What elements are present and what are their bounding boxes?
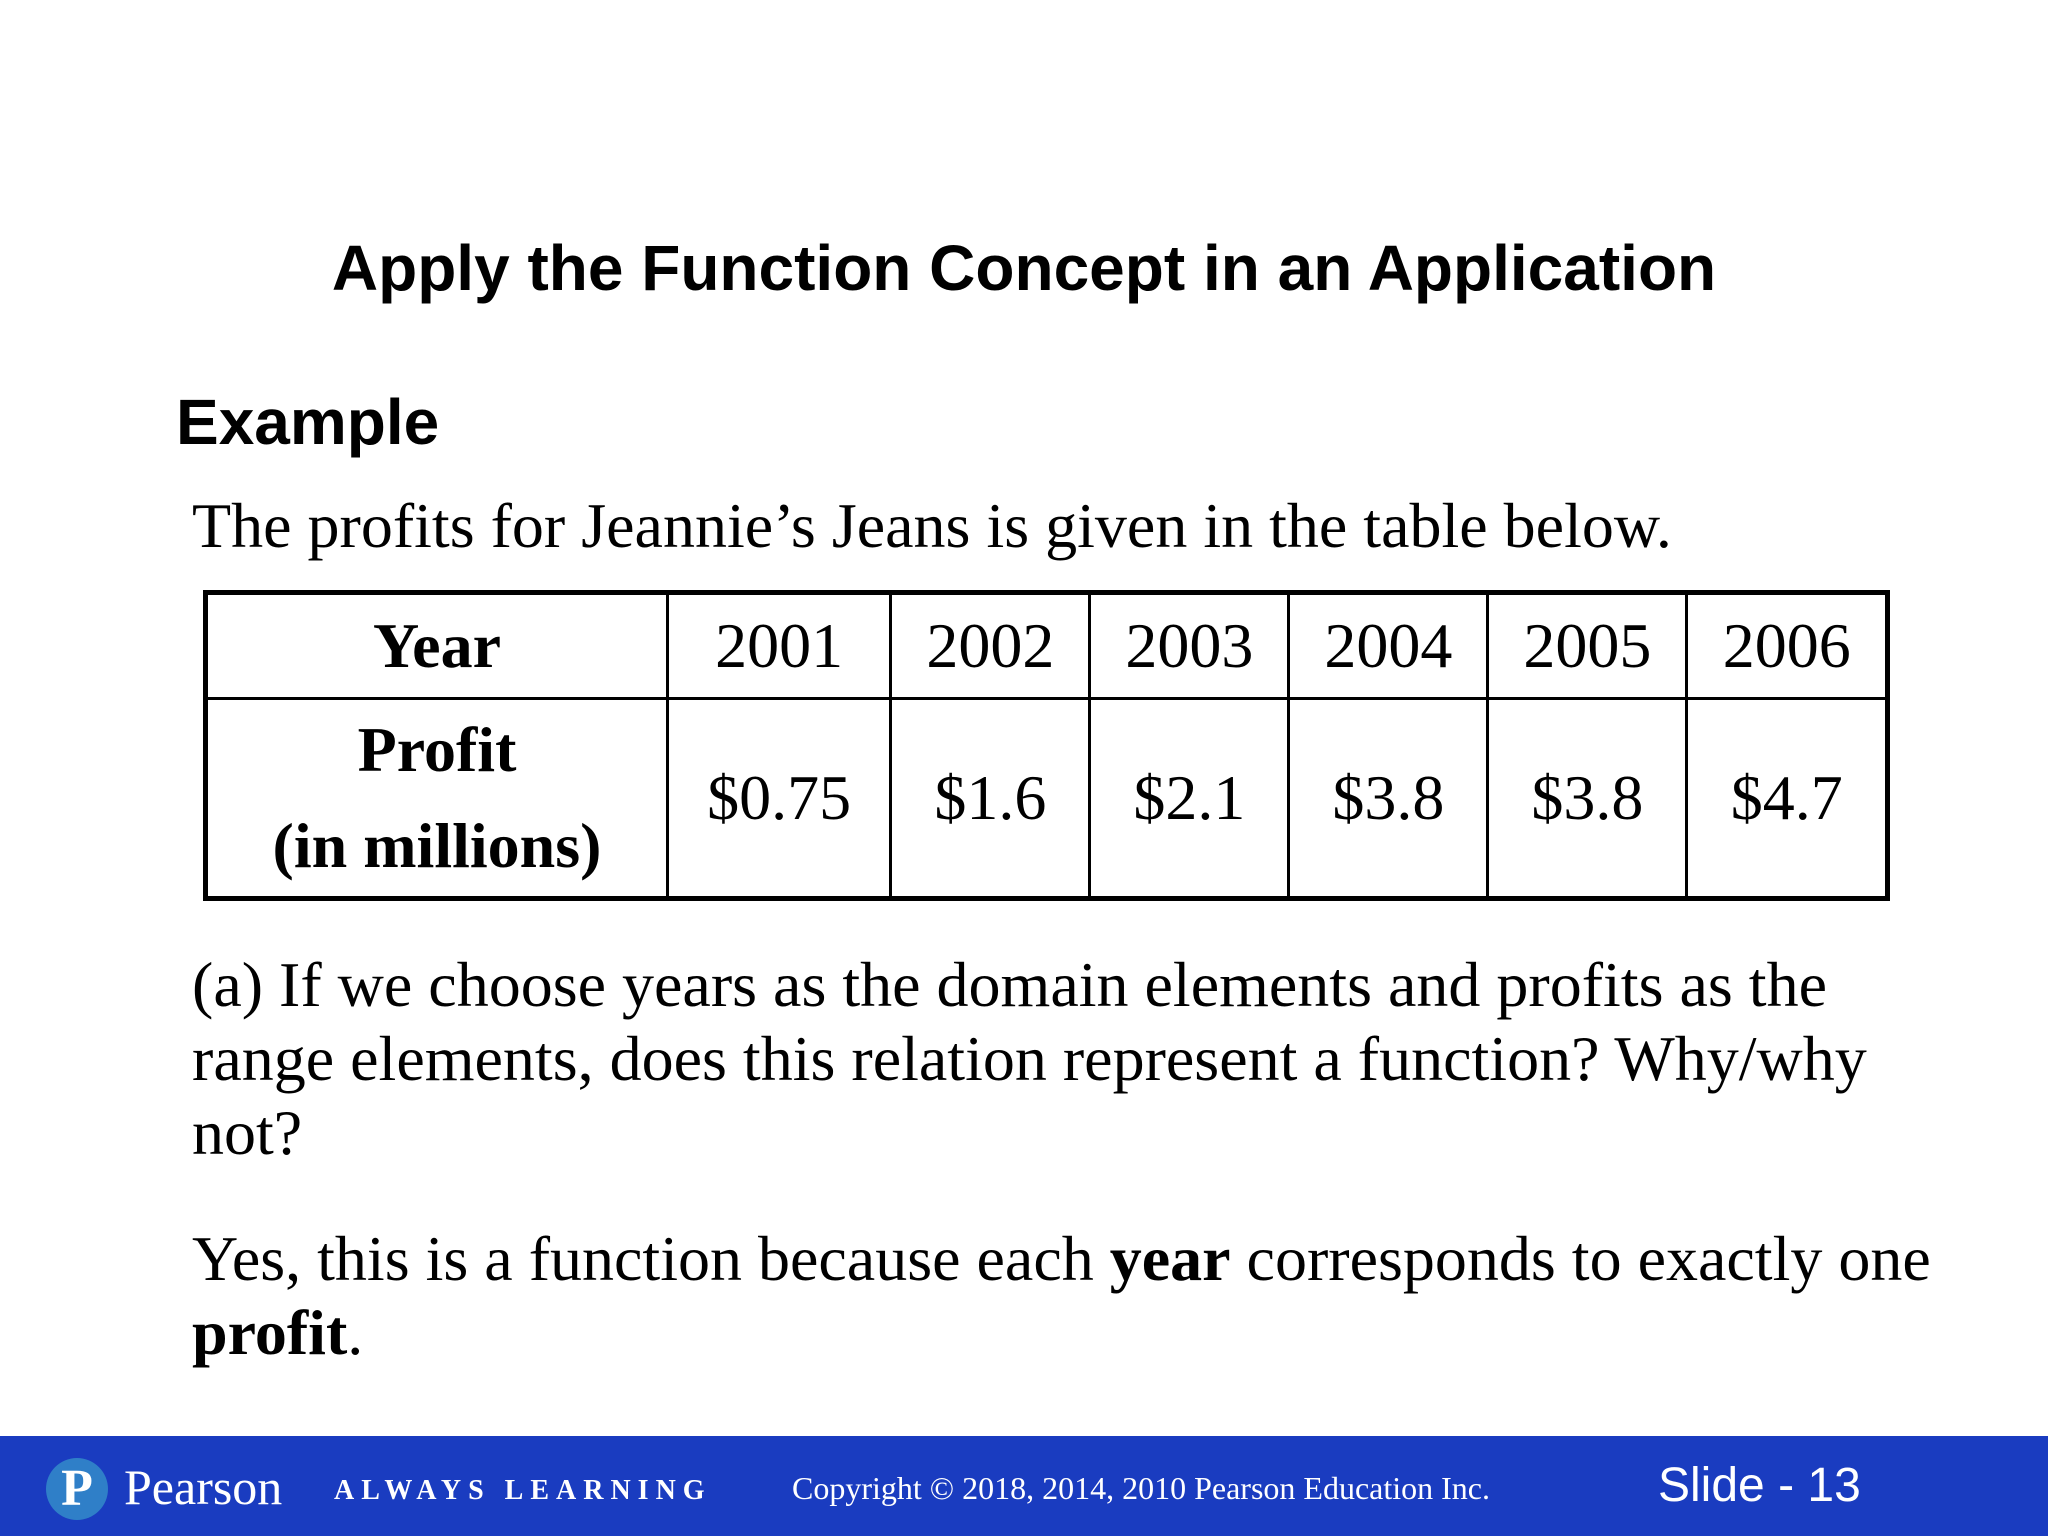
answer-bold-profit: profit	[192, 1297, 348, 1368]
answer-text	[192, 1222, 1992, 1370]
profit-cell: $2.1	[1090, 699, 1289, 899]
year-cell: 2002	[891, 593, 1090, 699]
profit-table	[203, 590, 1890, 901]
profit-cell: $4.7	[1687, 699, 1888, 899]
footer-tagline: ALWAYS LEARNING	[334, 1475, 712, 1506]
year-cell: 2001	[668, 593, 891, 699]
example-label: Example	[176, 386, 440, 458]
profit-cell: $3.8	[1289, 699, 1488, 899]
year-cell: 2003	[1090, 593, 1289, 699]
year-header: Year	[206, 593, 668, 699]
table-row-year	[206, 593, 1888, 699]
profit-cell: $1.6	[891, 699, 1090, 899]
slide-title: Apply the Function Concept in an Application	[331, 232, 1717, 304]
question-text: (a) If we choose years as the domain elements and profits as the range elements, does this relation represent a function? Why/why not?	[192, 949, 1867, 1168]
answer-bold-year: year	[1109, 1223, 1231, 1294]
year-cell: 2006	[1687, 593, 1888, 699]
intro-text: The profits for Jeannie’s Jeans is given in the table below.	[192, 490, 1672, 561]
profit-cell: $0.75	[668, 699, 891, 899]
table-row-profit	[206, 699, 1888, 899]
profit-header	[206, 699, 668, 899]
year-cell: 2005	[1488, 593, 1687, 699]
year-cell: 2004	[1289, 593, 1488, 699]
profit-header-line1: Profit	[357, 714, 517, 785]
pearson-brand: Pearson	[124, 1459, 283, 1515]
footer-copyright: Copyright © 2018, 2014, 2010 Pearson Education Inc.	[792, 1470, 1490, 1506]
slide-number: Slide - 13	[1658, 1459, 1861, 1512]
pearson-logo-icon: P	[46, 1458, 108, 1520]
profit-cell: $3.8	[1488, 699, 1687, 899]
answer-part1: Yes, this is a function because each	[192, 1223, 1110, 1294]
profit-header-line2: (in millions)	[272, 810, 602, 881]
answer-part3: .	[347, 1297, 364, 1368]
footer-bar	[0, 1436, 2048, 1536]
answer-part2: corresponds to exactly one	[1230, 1223, 1931, 1294]
